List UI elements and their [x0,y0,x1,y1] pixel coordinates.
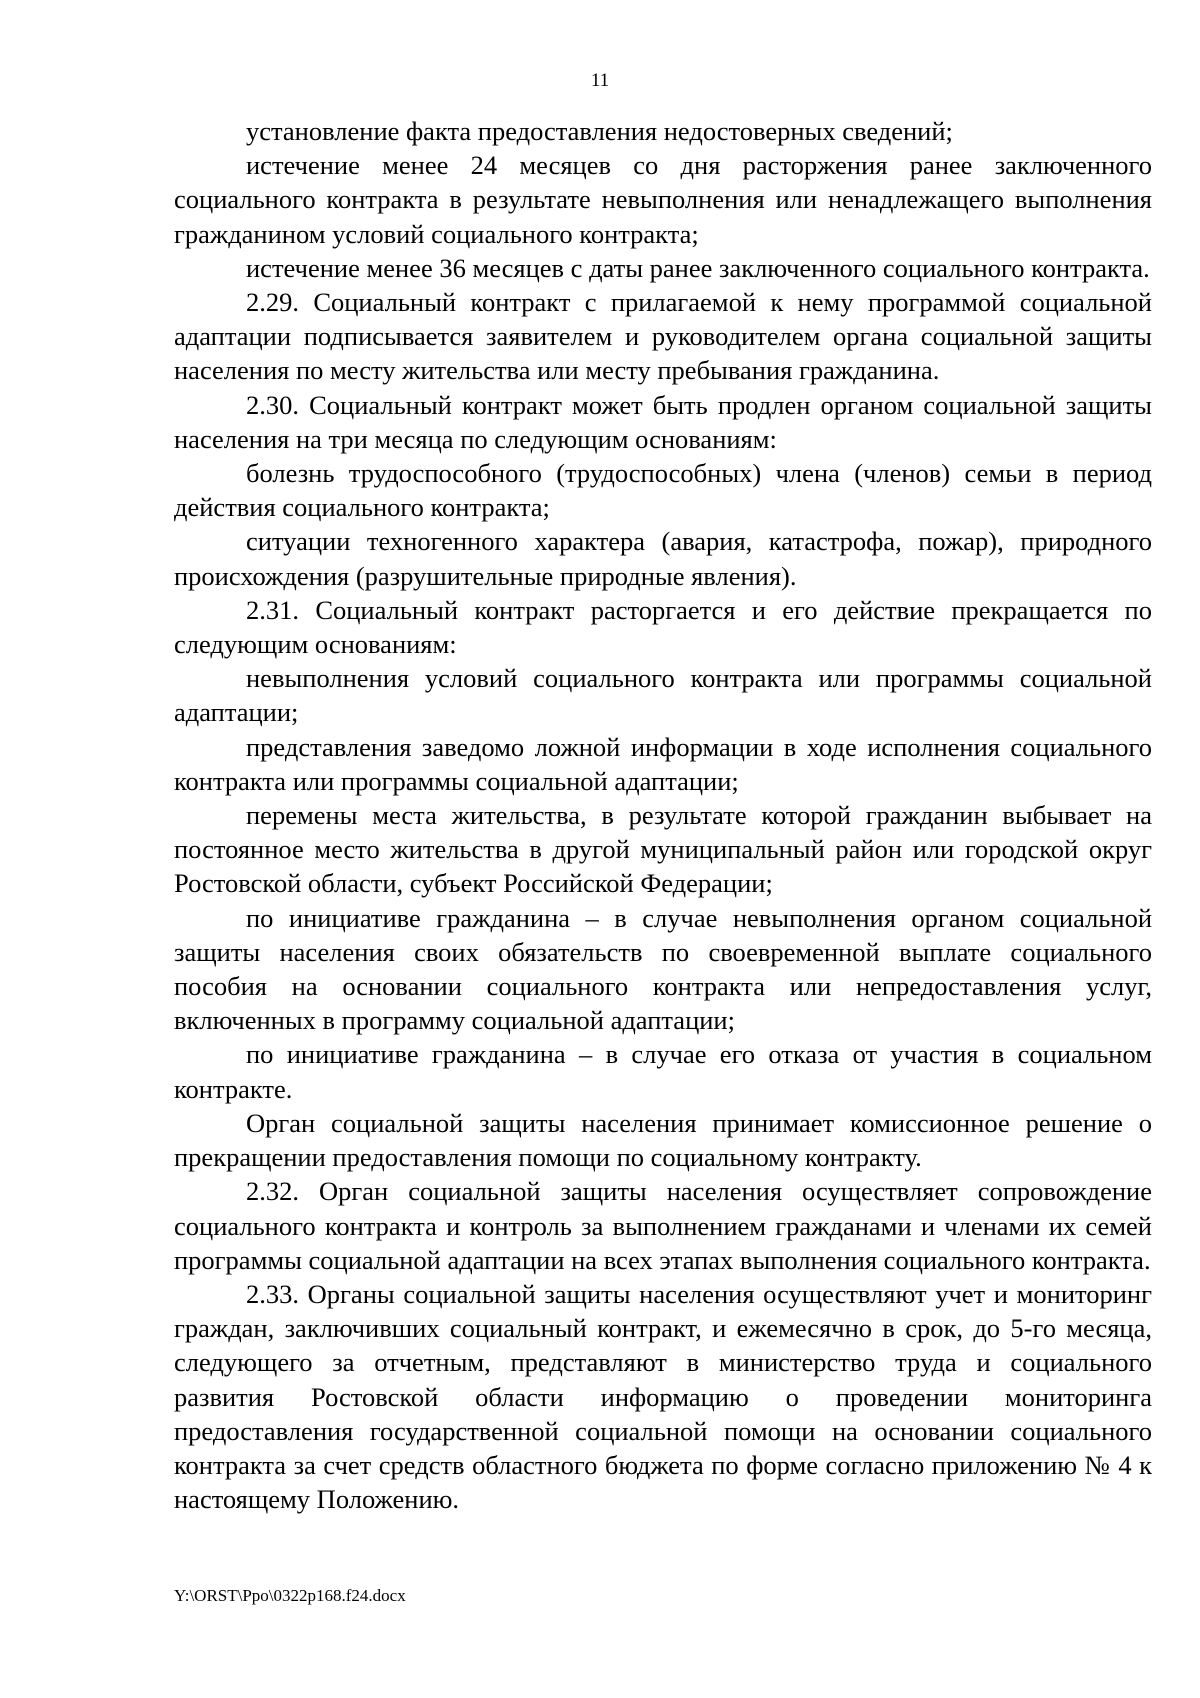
page-number: 11 [590,70,610,91]
paragraph: истечение менее 36 месяцев с даты ранее заключенного социального контракта. [246,252,1150,283]
paragraph: установление факта предоставления недостоверных сведений; [246,116,953,146]
paragraph-2-32: 2.32. Орган социальной защиты населения осуществляет сопровождение социального контракта и контроль за выполнением гражданами и членами их семей программы социальной адаптации на всех этапах выполнения социального контракта. [174,1176,1152,1275]
paragraph: ситуации техногенного характера (авария, катастрофа, пожар), природного происхождения (разрушительные природные явления). [174,526,1152,591]
paragraph-2-29: 2.29. Социальный контракт с прилагаемой к нему программой социальной адаптации подписывается заявителем и руководителем органа социальной защиты населения по месту жительства или месту пребывания гражданина. [174,287,1152,386]
paragraph-2-33: 2.33. Органы социальной защиты населения осуществляют учет и мониторинг граждан, заключивших социальный контракт, и ежемесячно в срок, до 5-го месяца, следующего за отчетным, представляют в министерство труда и социального развития Ростовской области информацию о проведении мониторинга предоставления государственной социальной помощи на основании социального контракта за счет средств областного бюджета по форме согласно приложению № 4 к настоящему Положению. [174,1278,1152,1515]
paragraph: по инициативе гражданина – в случае невыполнения органом социальной защиты населения своих обязательств по своевременной выплате социального пособия на основании социального контракта или непредоставления услуг, включенных в программу социальной адаптации; [174,902,1152,1036]
paragraph-2-30: 2.30. Социальный контракт может быть продлен органом социальной защиты населения на три месяца по следующим основаниям: [174,389,1152,454]
paragraph: истечение менее 24 месяцев со дня расторжения ранее заключенного социального контракта в результате невыполнения или ненадлежащего выполнения гражданином условий социального контракта; [174,150,1152,249]
paragraph-2-31: 2.31. Социальный контракт расторгается и его действие прекращается по следующим основаниям: [174,594,1152,660]
paragraph: по инициативе гражданина – в случае его отказа от участия в социальном контракте. [174,1039,1152,1104]
paragraph: Орган социальной защиты населения принимает комиссионное решение о прекращении предоставления помощи по социальному контракту. [174,1107,1152,1173]
file-path-footer: Y:\ORST\Ppo\0322p168.f24.docx [174,1586,406,1605]
paragraph: невыполнения условий социального контракта или программы социальной адаптации; [174,663,1152,728]
paragraph: болезнь трудоспособного (трудоспособных) члена (членов) семьи в период действия социального контракта; [174,458,1152,523]
paragraph: представления заведомо ложной информации в ходе исполнения социального контракта или программы социальной адаптации; [174,731,1152,796]
paragraph: перемены места жительства, в результате которой гражданин выбывает на постоянное место жительства в другой муниципальный район или городской округ Ростовской области, субъект Российской Федерации; [174,800,1152,899]
document-body [174,114,1152,1516]
